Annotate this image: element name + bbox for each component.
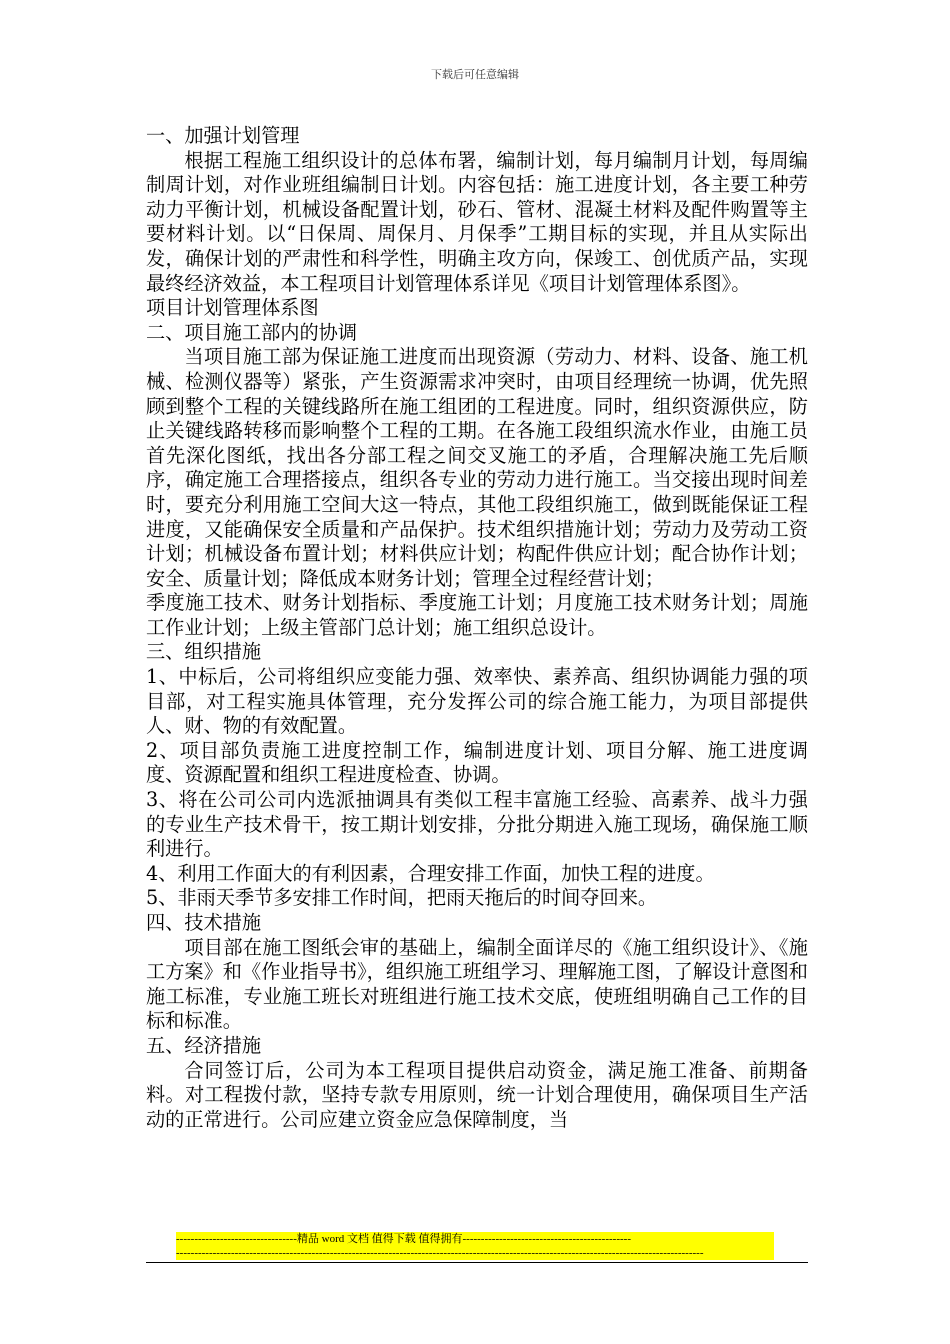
figure-caption: 项目计划管理体系图 [146, 296, 319, 320]
section-heading: 二、项目施工部内的协调 [146, 320, 358, 344]
footer-dashes: ------------------------------------------------------------------------------------------------------------------------------------------------ [176, 1246, 774, 1260]
paragraph: 当项目施工部为保证施工进度而出现资源（劳动力、材料、设备、施工机械、检测仪器等）紧张，产生资源需求冲突时，由项目经理统一协调，优先照顾到整个工程的关键线路所在施工组团的工程进度。同时，组织资源供应，防止关键线路转移而影响整个工程的工期。在各施工段组织流水作业，由施工员首先深化图纸，找出各分部工程之间交叉施工的矛盾，合理解决施工先后顺序，确定施工合理搭接点，组织各专业的劳动力进行施工。当交接出现时间差时，要充分利用施工空间大这一特点，其他工段组织施工，做到既能保证工程进度，又能确保安全质量和产品保护。技术组织措施计划；劳动力及劳动工资计划；机械设备布置计划；材料供应计划；构配件供应计划；配合协作计划；安全、质量计划；降低成本财务计划；管理全过程经营计划； [146, 345, 808, 590]
list-item: 1、中标后，公司将组织应变能力强、效率快、素养高、组织协调能力强的项目部，对工程实施具体管理，充分发挥公司的综合施工能力，为项目部提供人、财、物的有效配置。 [146, 665, 808, 738]
footer-banner: ---------------------------------精品 word 文档 值得下载 值得拥有---------------------------------------------- [176, 1232, 774, 1246]
paragraph: 季度施工技术、财务计划指标、季度施工计划；月度施工技术财务计划；周施工作业计划；上级主管部门总计划；施工组织总设计。 [146, 591, 808, 639]
section-heading: 五、经济措施 [146, 1033, 262, 1057]
header-note: 下载后可任意编辑 [431, 68, 519, 81]
section-heading: 四、技术措施 [146, 911, 262, 934]
section-heading: 三、组织措施 [146, 640, 262, 664]
section-heading: 一、加强计划管理 [146, 124, 300, 147]
list-item: 2、项目部负责施工进度控制工作，编制进度计划、项目分解、施工进度调度、资源配置和组织工程进度检查、协调。 [146, 738, 808, 787]
paragraph: 合同签订后，公司为本工程项目提供启动资金，满足施工准备、前期备料。对工程拨付款，坚持专款专用原则，统一计划合理使用，确保项目生产活动的正常进行。公司应建立资金应急保障制度，当 [146, 1058, 808, 1131]
document-body [146, 124, 808, 1132]
paragraph: 项目部在施工图纸会审的基础上，编制全面详尽的《施工组织设计》、《施工方案》和《作业指导书》，组织施工班组学习、理解施工图，了解设计意图和施工标准，专业施工班长对班组进行施工技术交底，使班组明确自己工作的目标和标准。 [146, 935, 808, 1033]
list-item: 4、利用工作面大的有利因素，合理安排工作面，加快工程的进度。 [146, 861, 715, 885]
paragraph: 根据工程施工组织设计的总体布署，编制计划，每月编制月计划，每周编制周计划，对作业班组编制日计划。内容包括：施工进度计划，各主要工种劳动力平衡计划，机械设备配置计划，砂石、管材、混凝土材料及配件购置等主要材料计划。以“日保周、周保月、月保季”工期目标的实现，并且从实际出发，确保计划的严肃性和科学性，明确主攻方向，保竣工、创优质产品，实现最终经济效益，本工程项目计划管理体系详见《项目计划管理体系图》。 [146, 148, 808, 295]
footer-rule [146, 1262, 808, 1263]
list-item: 3、将在公司公司内选派抽调具有类似工程丰富施工经验、高素养、战斗力强的专业生产技术骨干，按工期计划安排，分批分期进入施工现场，确保施工顺利进行。 [146, 788, 808, 861]
list-item: 5、非雨天季节多安排工作时间，把雨天拖后的时间夺回来。 [146, 886, 658, 910]
